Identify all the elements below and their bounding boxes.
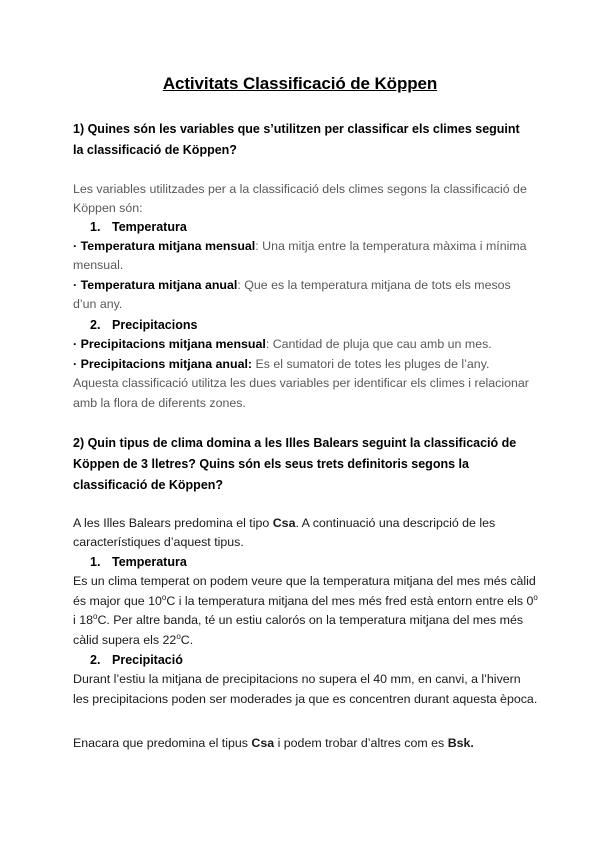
q2-heading-temperatura xyxy=(90,553,187,571)
q1-heading-1-number: 1. xyxy=(90,220,101,234)
q1-prec-monthly xyxy=(73,335,492,353)
q2-temp-line-4a: càlid supera els 22 xyxy=(73,633,177,647)
q2-temp-line-2a: és major que 10 xyxy=(73,594,162,608)
q2-temp-line-4 xyxy=(73,631,193,649)
q2-intro-line-1 xyxy=(73,514,495,532)
q1-heading-2-number: 2. xyxy=(90,318,101,332)
q2-temp-line-2b: C i la temperatura mitjana del mes més fred està entorn entre els 0 xyxy=(166,594,534,608)
degree-mark: o xyxy=(92,612,98,621)
q2-heading-1-label: Temperatura xyxy=(112,555,187,569)
q1-closing-line-1: Aquesta classificació utilitza les dues variables per identificar els climes i relacionar xyxy=(73,376,529,390)
q2-intro-pre: A les Illes Balears predomina el tipo xyxy=(73,516,273,530)
q1-temp-annual xyxy=(73,276,511,294)
q2-heading-2-number: 2. xyxy=(90,653,101,667)
q1-closing-line-2: amb la flora de diferents zones. xyxy=(73,396,246,410)
q1-temp-annual-term: · Temperatura mitjana anual xyxy=(73,278,238,292)
q2-final-code-csa: Csa xyxy=(251,736,275,750)
q2-final-line xyxy=(73,734,474,752)
q1-prec-monthly-term: · Precipitacions mitjana mensual xyxy=(73,337,266,351)
q1-heading-temperatura xyxy=(90,218,187,236)
q1-prec-monthly-desc: : Cantidad de pluja que cau amb un mes. xyxy=(265,337,492,351)
degree-mark: o xyxy=(176,632,181,641)
question-2: 2) Quin tipus de clima domina a les Illes Balears seguint la classificació de Köppen de 3 lletres? Quins són els seus trets definitoris segons la classificació de Köppen? xyxy=(73,436,517,492)
q2-heading-precipitacio xyxy=(90,651,183,669)
q1-intro-line-1: Les variables utilitzades per a la classificació dels climes segons la classificació de xyxy=(73,182,527,196)
q1-intro-line-2: Köppen són: xyxy=(73,201,143,215)
degree-mark: o xyxy=(161,593,167,602)
q1-temp-monthly-cont: mensual. xyxy=(73,258,124,272)
q1-temp-monthly-desc: : Una mitja entre la temperatura màxima i mínima xyxy=(255,239,527,253)
q2-temp-line-1: Es un clima temperat on podem veure que la temperatura mitjana del mes més càlid xyxy=(73,574,536,588)
q1-heading-1-label: Temperatura xyxy=(112,220,187,234)
q1-temp-monthly-term: · Temperatura mitjana mensual xyxy=(73,239,256,253)
q1-heading-2-label: Precipitacions xyxy=(112,318,198,332)
q2-temp-line-4b: C. xyxy=(180,633,194,647)
q1-prec-annual-desc: Es el sumatori de totes les pluges de l’any. xyxy=(252,357,490,371)
q2-heading-2-label: Precipitació xyxy=(112,653,183,667)
q2-prec-line-1: Durant l’estiu la mitjana de precipitacions no supera el 40 mm, en canvi, a l’hivern xyxy=(73,672,521,686)
q1-prec-annual xyxy=(73,355,489,373)
q2-final-mid: i podem trobar d’altres com es xyxy=(274,736,448,750)
page-title: Activitats Classificació de Köppen xyxy=(162,74,438,93)
q2-intro-code: Csa xyxy=(272,516,296,530)
q2-intro-line-2: característiques d’aquest tipus. xyxy=(73,535,244,549)
question-1: 1) Quines són les variables que s’utilitzen per classificar els climes seguint la classificació de Köppen? xyxy=(73,122,520,157)
q1-heading-precipitacions xyxy=(90,316,197,334)
q2-intro-post: . A continuació una descripció de les xyxy=(295,516,496,530)
q2-temp-line-2 xyxy=(73,592,538,610)
q1-temp-annual-desc: : Que es la temperatura mitjana de tots els mesos xyxy=(237,278,511,292)
q1-temp-monthly xyxy=(73,237,527,255)
q2-temp-line-3 xyxy=(73,611,523,629)
q2-final-pre: Enacara que predomina el tipus xyxy=(73,736,252,750)
q2-temp-line-3a: i 18 xyxy=(73,613,93,627)
q2-final-code-bsk: Bsk. xyxy=(447,736,474,750)
q2-prec-line-2: les precipitacions poden ser moderades ja que es concentren durant aquesta època. xyxy=(73,692,538,706)
q1-temp-annual-cont: d’un any. xyxy=(73,297,123,311)
q1-prec-annual-term: · Precipitacions mitjana anual: xyxy=(73,357,253,371)
q2-temp-line-3b: C. Per altre banda, té un estiu calorós on la temperatura mitjana del mes més xyxy=(97,613,524,627)
q2-heading-1-number: 1. xyxy=(90,555,101,569)
degree-mark: o xyxy=(533,593,538,602)
